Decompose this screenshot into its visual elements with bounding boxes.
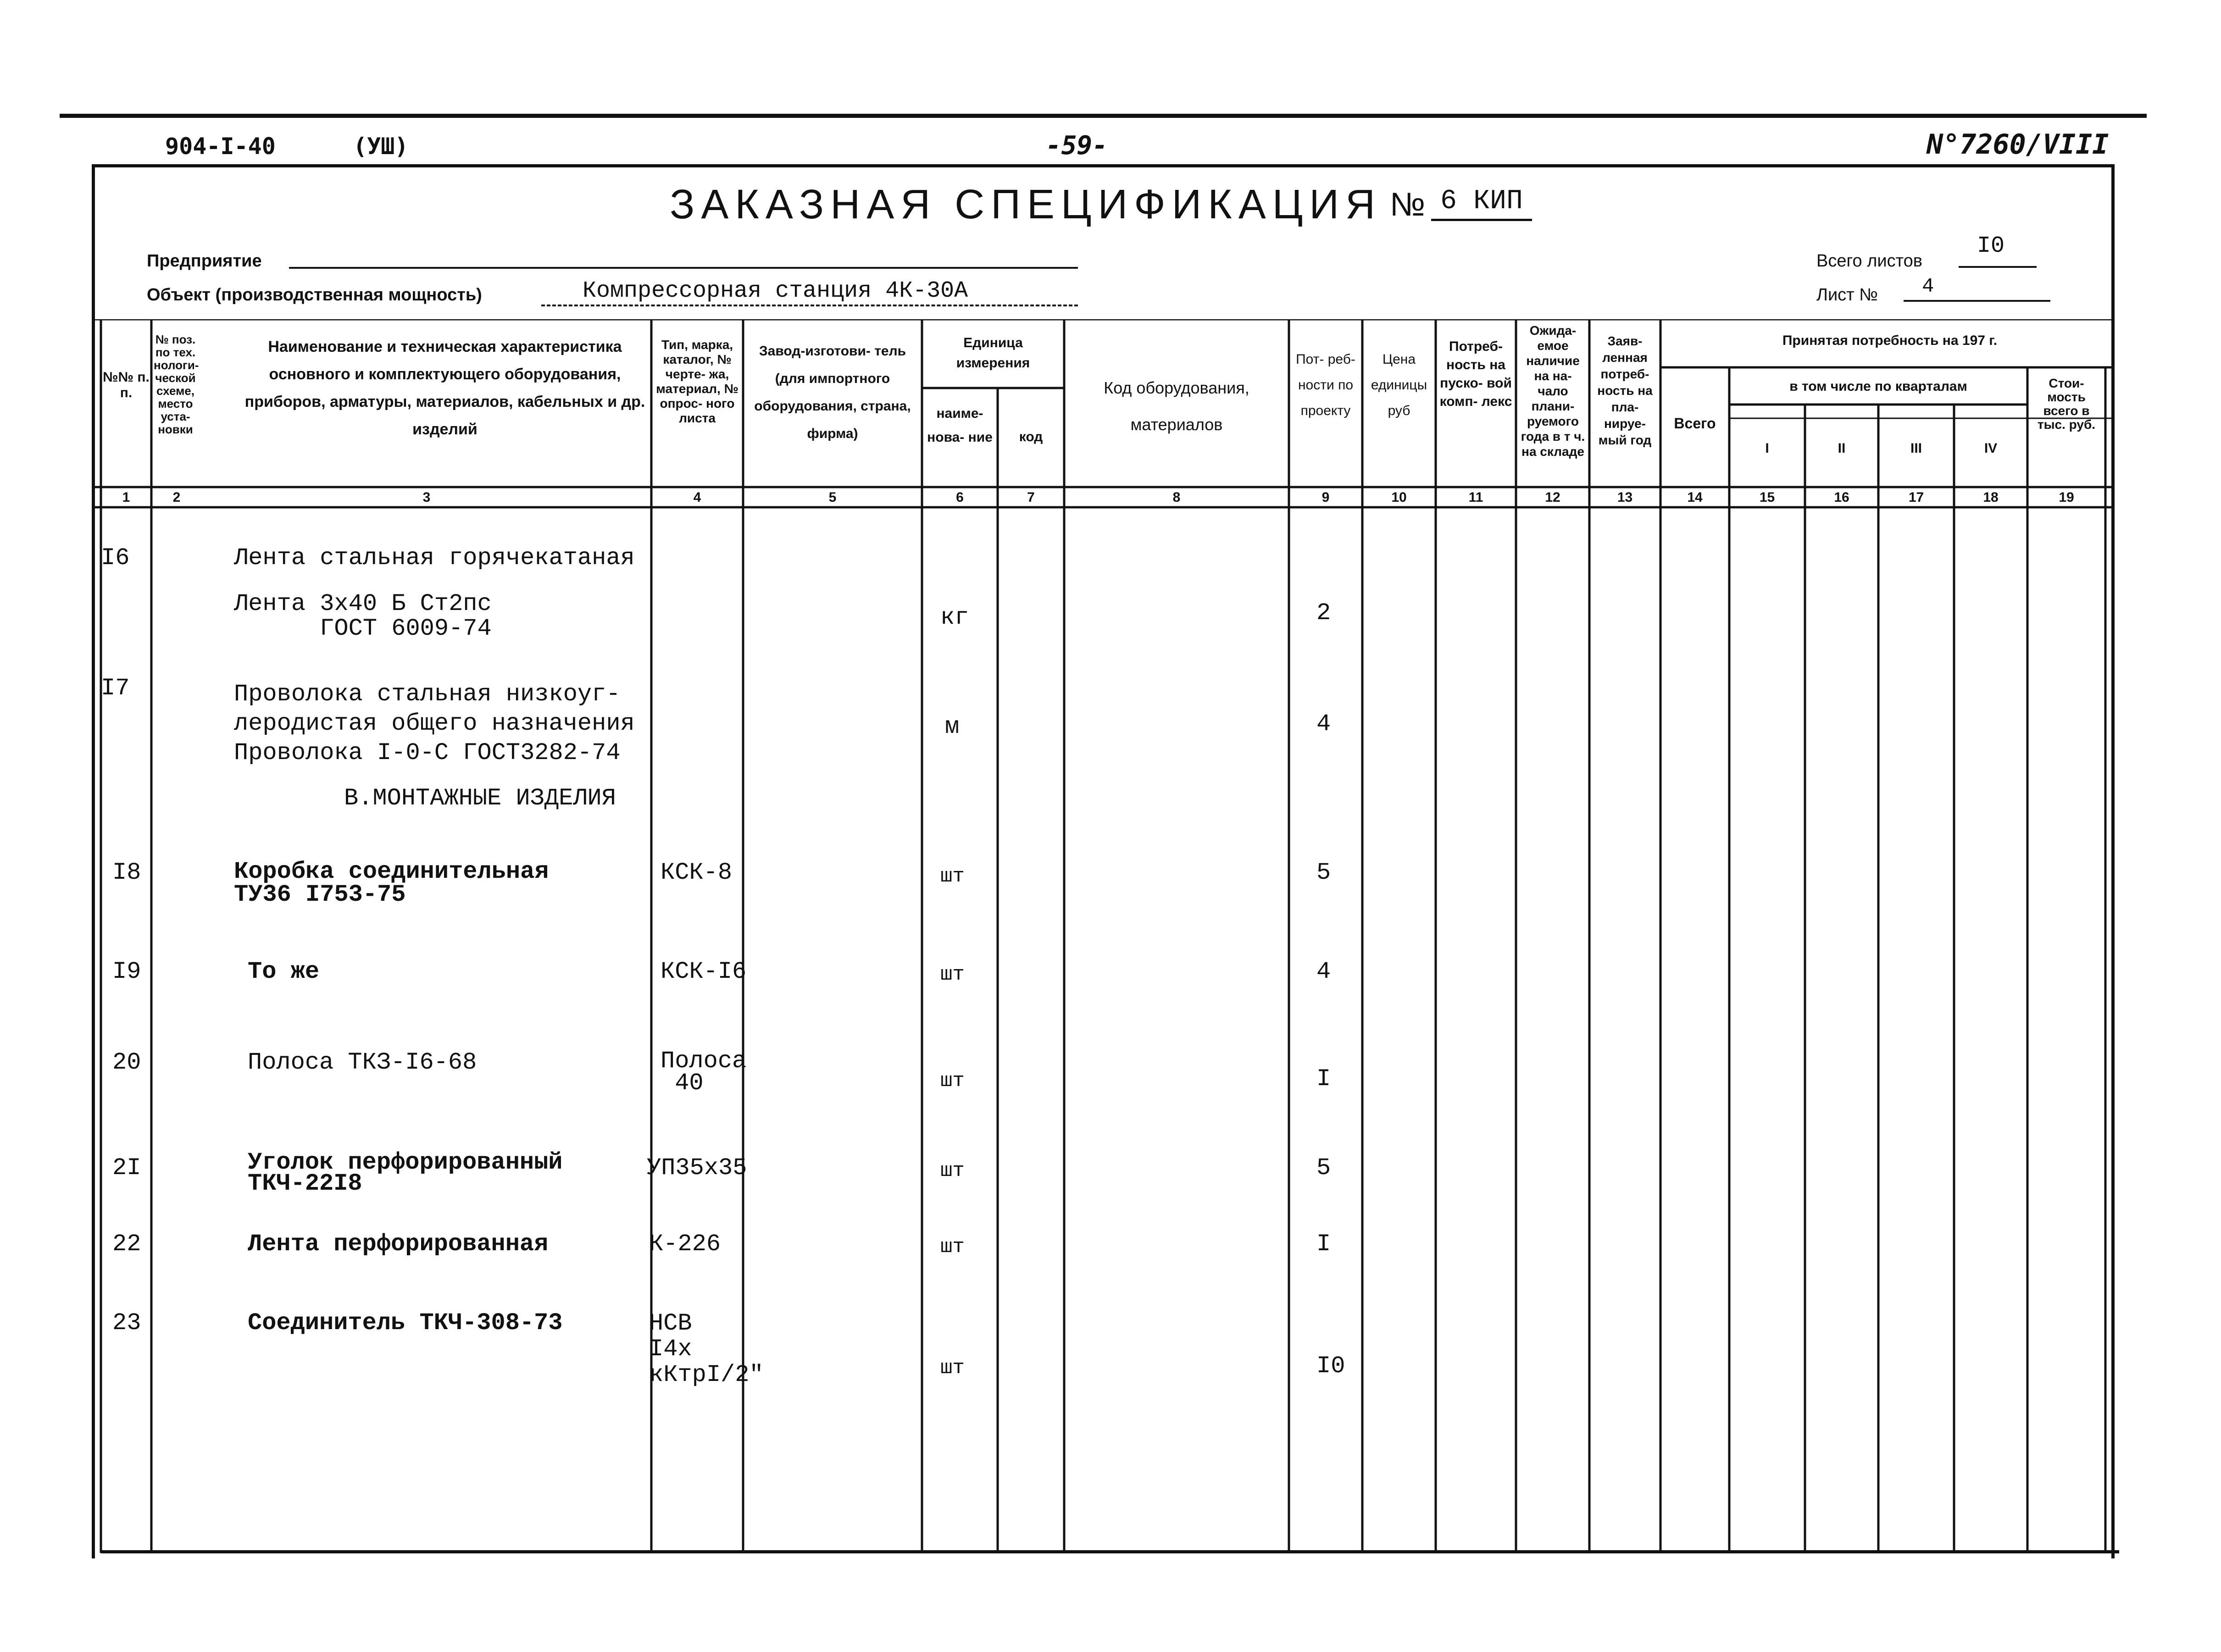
col-number-6: 6 [956, 490, 964, 505]
item-name: Уголок перфорированный ТКЧ-22I8 [248, 1149, 563, 1197]
item-quantity: 5 [1316, 859, 1331, 886]
sheet-label: Лист № [1816, 285, 1878, 305]
col-number-16: 16 [1834, 490, 1849, 505]
page-title: ЗАКАЗНАЯ СПЕЦИФИКАЦИЯ [670, 182, 1382, 227]
col-number-14: 14 [1687, 490, 1703, 505]
total-sheets-field [1959, 266, 2037, 268]
item-unit: кг [940, 604, 969, 631]
col-header-12: Ожида- емое наличие на на- чало плани- руемого года в т ч. на складе [1521, 323, 1585, 459]
enterprise-label: Предприятие [147, 251, 262, 271]
item-unit: шт [940, 865, 965, 888]
item-type: КСК-8 [661, 859, 733, 886]
col-header-19: Стои- мость всего в тыс. руб. [2037, 376, 2096, 432]
col-header-2: № поз. по тех. нологи- ческой схеме, место уста- новки [154, 333, 199, 436]
col-header-14: Всего [1674, 415, 1716, 432]
item-type: УП35х35 [647, 1154, 747, 1181]
item-name: Лента перфорированная [248, 1231, 549, 1258]
item-quantity: I [1316, 1231, 1331, 1258]
item-quantity: 4 [1316, 958, 1331, 985]
spec-number-label: № [1390, 186, 1426, 223]
section-heading: В.МОНТАЖНЫЕ ИЗДЕЛИЯ [344, 785, 616, 812]
col-header-3: Наименование и техническая характеристика основного и комплектующего оборудования, приборов, арматуры, материалов, кабельных и др. изделий [244, 338, 645, 438]
item-unit: шт [940, 1236, 965, 1258]
item-unit: шт [940, 963, 965, 986]
doc-code: 904-I-40 [165, 133, 276, 160]
col-header-q1: I [1765, 441, 1769, 456]
col-number-13: 13 [1617, 490, 1633, 505]
item-quantity: 4 [1316, 710, 1331, 737]
col-header-8: Код оборудования, материалов [1104, 378, 1249, 434]
col-header-1: №№ п. п. [103, 370, 150, 400]
col-number-7: 7 [1027, 490, 1035, 505]
col-number-8: 8 [1172, 490, 1181, 505]
col-number-11: 11 [1468, 490, 1483, 505]
col-number-12: 12 [1545, 490, 1560, 505]
item-quantity: I0 [1316, 1353, 1345, 1380]
col-header-7: код [1019, 429, 1043, 444]
col-header-11: Потреб- ность на пуско- вой комп- лекс [1439, 339, 1512, 409]
accepted-demand-header: Принятая потребность на 197 г. [1782, 333, 1998, 348]
top-rule [60, 114, 2147, 118]
item-unit: шт [940, 1357, 965, 1380]
object-field [541, 305, 1078, 306]
col-header-q3: III [1910, 441, 1922, 456]
row-number: 20 [112, 1049, 141, 1076]
col-header-q4: IV [1984, 441, 1998, 456]
enterprise-field [289, 267, 1078, 269]
volume-code: (УШ) [353, 133, 409, 160]
item-name: То же [248, 958, 320, 985]
row-number: I8 [112, 859, 141, 886]
col-number-9: 9 [1321, 490, 1330, 505]
object-label: Объект (производственная мощность) [147, 285, 482, 305]
item-name: Полоса ТКЗ-I6-68 [248, 1049, 477, 1076]
row-number: I6 [101, 544, 130, 571]
item-unit: шт [940, 1159, 965, 1182]
sheet-value: 4 [1922, 275, 1934, 298]
item-name: Соединитель ТКЧ-308-73 [248, 1309, 563, 1336]
spec-number: 6 КИП [1431, 186, 1532, 221]
col-header-13: Заяв- ленная потреб- ность на пла- нируе- мый год [1597, 334, 1653, 447]
col-number-4: 4 [693, 490, 701, 505]
col-number-18: 18 [1983, 490, 1999, 505]
sheet-field [1904, 300, 2050, 302]
total-sheets-value: I0 [1977, 233, 2005, 259]
row-number: I9 [112, 958, 141, 985]
item-quantity: 2 [1316, 599, 1331, 626]
row-number: 2I [112, 1154, 141, 1181]
item-type: К-226 [649, 1231, 721, 1258]
item-type: Полоса 40 [661, 1048, 747, 1097]
col-number-1: 1 [122, 490, 130, 505]
col-header-unit: Единица измерения [956, 335, 1030, 371]
col-number-15: 15 [1759, 490, 1775, 505]
col-header-4: Тип, марка, каталог, № черте- жа, материал, № опрос- ного листа [656, 338, 738, 425]
col-header-9: Пот- реб- ности по проекту [1296, 352, 1355, 418]
item-name: Коробка соединительная ТУ36 I753-75 [234, 858, 549, 908]
item-quantity: 5 [1316, 1154, 1331, 1181]
row-number: 23 [112, 1309, 141, 1336]
col-number-5: 5 [828, 490, 837, 505]
total-sheets-label: Всего листов [1816, 251, 1922, 271]
item-type: КСК-I6 [661, 958, 747, 985]
item-name: Лента 3х40 Б Ст2пс ГОСТ 6009-74 [234, 590, 492, 642]
item-name: Лента стальная горячекатаная [234, 544, 635, 571]
row-number: I7 [101, 675, 130, 702]
item-type: НСВ I4х кКтрI/2" [649, 1310, 764, 1388]
object-value: Компрессорная станция 4К-30А [583, 278, 968, 304]
page-number: -59- [1046, 131, 1108, 161]
quarters-header: в том числе по кварталам [1789, 379, 1967, 394]
item-unit: м [945, 713, 960, 740]
col-number-2: 2 [172, 490, 181, 505]
col-header-10: Цена единицы руб [1371, 352, 1427, 418]
col-header-6: наиме- нова- ние [927, 406, 993, 445]
col-header-5: Завод-изготови- тель (для импортного оборудования, страна, фирма) [754, 344, 911, 441]
inventory-number: N°7260/VIII [1927, 128, 2109, 161]
col-header-q2: II [1838, 441, 1846, 456]
col-number-17: 17 [1908, 490, 1924, 505]
item-unit: шт [940, 1070, 965, 1092]
col-number-3: 3 [422, 490, 431, 505]
item-name: Проволока стальная низкоуг- леродистая общего назначения Проволока I-0-С ГОСТ3282-74 [234, 681, 635, 766]
col-number-19: 19 [2059, 490, 2074, 505]
row-number: 22 [112, 1231, 141, 1258]
item-quantity: I [1316, 1065, 1331, 1092]
col-number-10: 10 [1391, 490, 1407, 505]
bottom-rule [101, 1550, 2119, 1553]
spec-table [92, 319, 2115, 1553]
